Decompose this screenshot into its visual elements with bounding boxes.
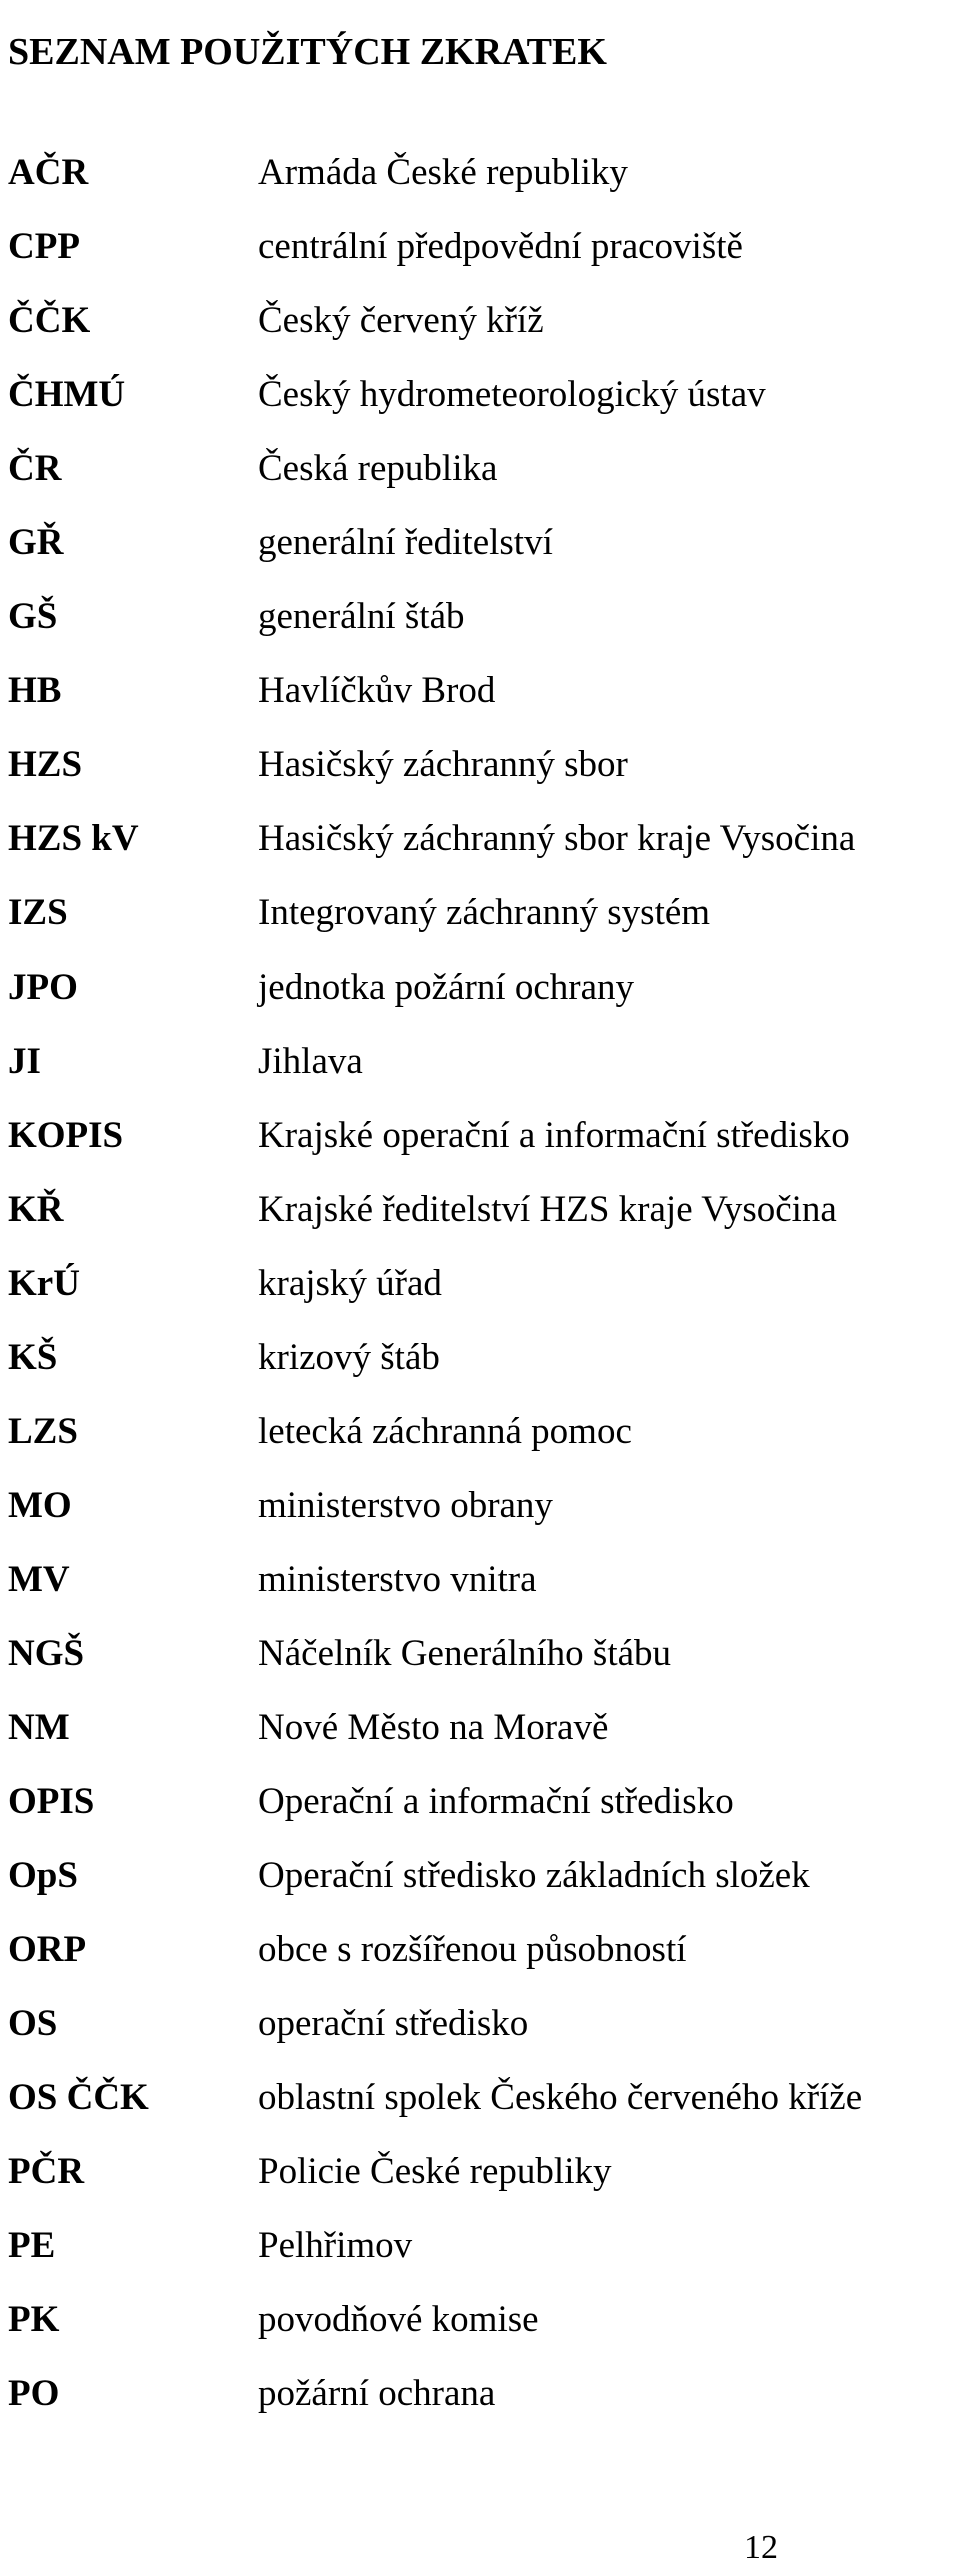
abbreviation-term: PO bbox=[8, 2373, 60, 2415]
abbreviation-term: JPO bbox=[8, 966, 78, 1008]
abbreviation-term: ČR bbox=[8, 448, 62, 490]
abbreviation-definition: operační středisko bbox=[258, 2003, 529, 2045]
page-title: SEZNAM POUŽITÝCH ZKRATEK bbox=[8, 31, 607, 74]
abbreviation-row bbox=[0, 1032, 960, 1106]
abbreviation-definition: ministerstvo obrany bbox=[258, 1484, 553, 1526]
abbreviation-row bbox=[0, 143, 960, 217]
abbreviation-term: KŠ bbox=[8, 1336, 58, 1378]
abbreviation-term: NM bbox=[8, 1706, 70, 1748]
abbreviation-row bbox=[0, 1698, 960, 1772]
abbreviation-definition: Integrovaný záchranný systém bbox=[258, 892, 711, 934]
abbreviation-row bbox=[0, 439, 960, 513]
abbreviation-definition: Operační a informační středisko bbox=[258, 1781, 734, 1823]
abbreviation-definition: Pelhřimov bbox=[258, 2225, 413, 2267]
abbreviation-row bbox=[0, 1550, 960, 1624]
abbreviation-row bbox=[0, 217, 960, 291]
abbreviation-term: KrÚ bbox=[8, 1262, 80, 1304]
abbreviation-definition: generální štáb bbox=[258, 596, 465, 638]
abbreviation-term: LZS bbox=[8, 1410, 78, 1452]
abbreviation-definition: generální ředitelství bbox=[258, 522, 553, 564]
abbreviation-term: ČHMÚ bbox=[8, 374, 126, 416]
abbreviation-term: MV bbox=[8, 1558, 70, 1600]
abbreviation-definition: Havlíčkův Brod bbox=[258, 670, 496, 712]
abbreviation-row bbox=[0, 1402, 960, 1476]
abbreviation-row bbox=[0, 365, 960, 439]
abbreviation-row bbox=[0, 291, 960, 365]
abbreviation-term: OPIS bbox=[8, 1781, 95, 1823]
abbreviation-row bbox=[0, 883, 960, 957]
abbreviation-row bbox=[0, 2364, 960, 2438]
abbreviation-row bbox=[0, 1106, 960, 1180]
abbreviation-definition: Jihlava bbox=[258, 1040, 363, 1082]
abbreviation-definition: Armáda České republiky bbox=[258, 152, 628, 193]
abbreviation-row bbox=[0, 2290, 960, 2364]
abbreviation-row bbox=[0, 1994, 960, 2068]
abbreviation-term: MO bbox=[8, 1484, 72, 1526]
abbreviation-term: OS ČČK bbox=[8, 2077, 149, 2119]
abbreviation-row bbox=[0, 809, 960, 883]
abbreviation-term: JI bbox=[8, 1040, 41, 1082]
abbreviation-definition: krajský úřad bbox=[258, 1262, 442, 1304]
abbreviation-row bbox=[0, 1254, 960, 1328]
abbreviation-term: ČČK bbox=[8, 300, 91, 342]
abbreviation-row bbox=[0, 1920, 960, 1994]
abbreviation-term: PK bbox=[8, 2299, 60, 2341]
abbreviation-row bbox=[0, 1624, 960, 1698]
abbreviation-term: KOPIS bbox=[8, 1114, 124, 1156]
abbreviation-term: ORP bbox=[8, 1929, 87, 1971]
abbreviation-definition: Hasičský záchranný sbor kraje Vysočina bbox=[258, 818, 856, 860]
abbreviation-term: HZS kV bbox=[8, 818, 139, 860]
abbreviation-row bbox=[0, 2216, 960, 2290]
abbreviation-definition: krizový štáb bbox=[258, 1336, 440, 1378]
page-number: 12 bbox=[744, 2529, 778, 2566]
abbreviation-row bbox=[0, 587, 960, 661]
abbreviation-definition: Operační středisko základních složek bbox=[258, 1855, 810, 1897]
abbreviation-definition: centrální předpovědní pracoviště bbox=[258, 226, 743, 268]
abbreviation-row bbox=[0, 1846, 960, 1920]
abbreviation-row bbox=[0, 1328, 960, 1402]
abbreviation-row bbox=[0, 661, 960, 735]
abbreviation-term: AČR bbox=[8, 152, 89, 193]
abbreviation-term: NGŠ bbox=[8, 1632, 85, 1674]
abbreviation-definition: Český červený kříž bbox=[258, 300, 544, 342]
abbreviation-row bbox=[0, 2142, 960, 2216]
abbreviation-definition: ministerstvo vnitra bbox=[258, 1558, 537, 1600]
abbreviation-row bbox=[0, 735, 960, 809]
abbreviation-term: GŘ bbox=[8, 522, 64, 564]
abbreviation-definition: obce s rozšířenou působností bbox=[258, 1929, 687, 1971]
abbreviation-row bbox=[0, 513, 960, 587]
abbreviation-definition: Český hydrometeorologický ústav bbox=[258, 374, 766, 416]
abbreviation-definition: požární ochrana bbox=[258, 2373, 496, 2415]
abbreviation-definition: Náčelník Generálního štábu bbox=[258, 1632, 672, 1674]
abbreviation-row bbox=[0, 1476, 960, 1550]
abbreviation-term: IZS bbox=[8, 892, 68, 934]
abbreviation-definition: povodňové komise bbox=[258, 2299, 539, 2341]
abbreviation-definition: Policie České republiky bbox=[258, 2151, 612, 2193]
abbreviation-term: GŠ bbox=[8, 596, 58, 638]
abbreviation-definition: Česká republika bbox=[258, 448, 498, 490]
abbreviation-definition: Krajské operační a informační středisko bbox=[258, 1114, 850, 1156]
abbreviation-term: PE bbox=[8, 2225, 56, 2267]
abbreviation-term: KŘ bbox=[8, 1188, 64, 1230]
abbreviation-definition: Nové Město na Moravě bbox=[258, 1706, 609, 1748]
abbreviation-term: HB bbox=[8, 670, 62, 712]
abbreviation-row bbox=[0, 1180, 960, 1254]
abbreviation-row bbox=[0, 1772, 960, 1846]
abbreviation-term: CPP bbox=[8, 226, 80, 268]
abbreviation-definition: Hasičský záchranný sbor bbox=[258, 744, 628, 786]
abbreviation-term: HZS bbox=[8, 744, 83, 786]
abbreviation-term: PČR bbox=[8, 2151, 85, 2193]
abbreviation-row bbox=[0, 2068, 960, 2142]
abbreviation-definition: Krajské ředitelství HZS kraje Vysočina bbox=[258, 1188, 837, 1230]
abbreviation-term: OS bbox=[8, 2003, 58, 2045]
abbreviation-row bbox=[0, 958, 960, 1032]
abbreviation-term: OpS bbox=[8, 1855, 78, 1897]
abbreviation-list bbox=[0, 143, 960, 2438]
abbreviation-definition: letecká záchranná pomoc bbox=[258, 1410, 632, 1452]
abbreviation-definition: oblastní spolek Českého červeného kříže bbox=[258, 2077, 863, 2119]
abbreviation-definition: jednotka požární ochrany bbox=[258, 966, 635, 1008]
